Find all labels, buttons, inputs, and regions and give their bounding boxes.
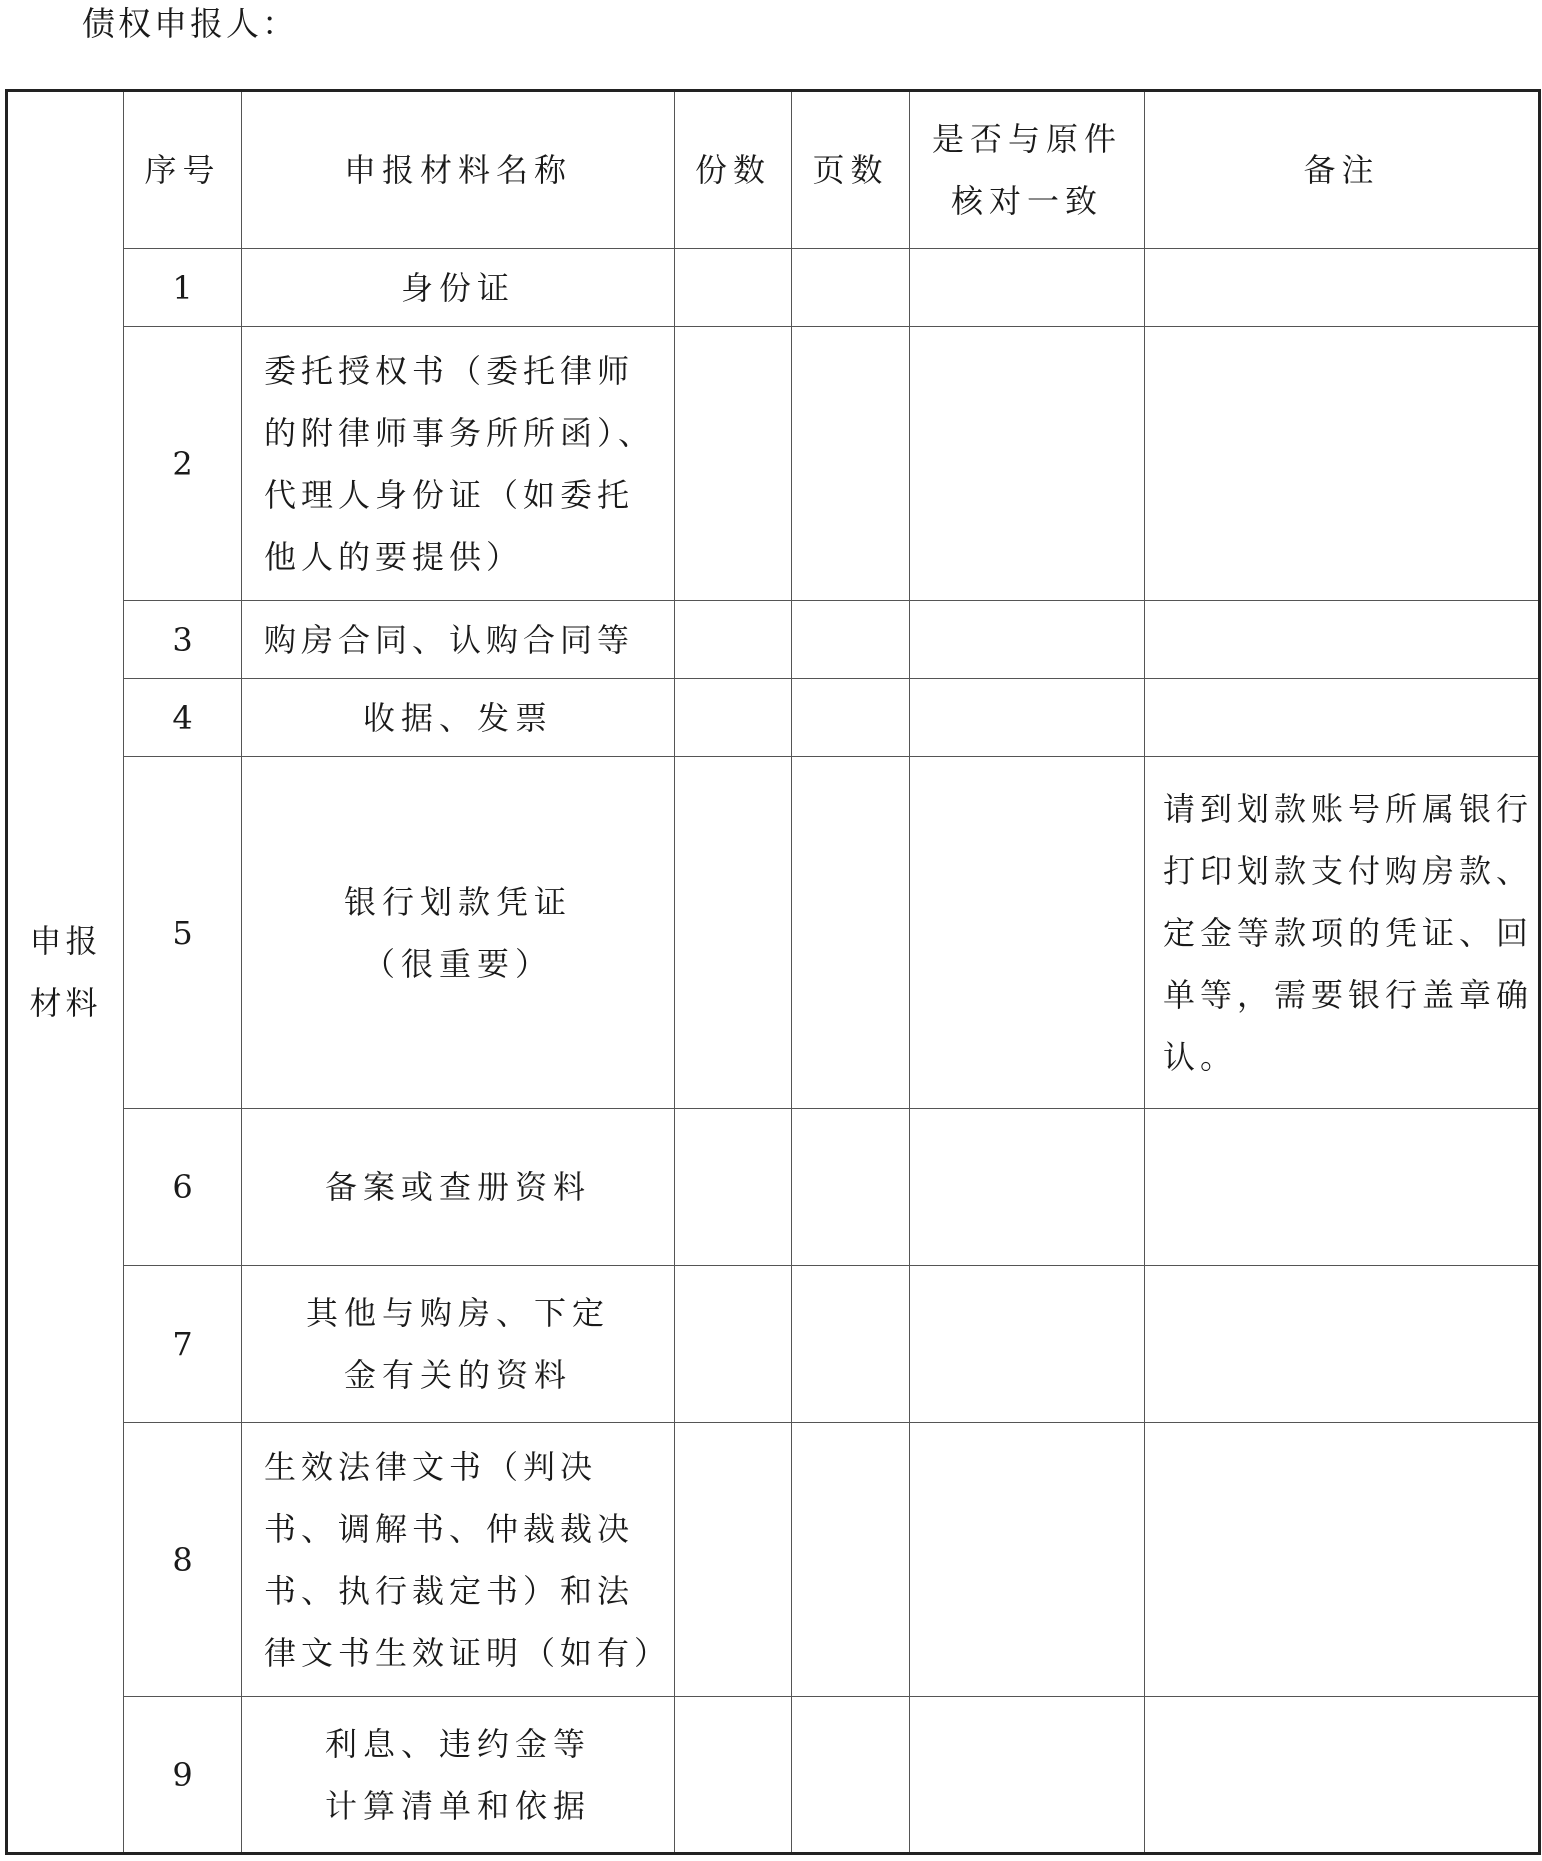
table-row [7, 757, 1540, 1109]
row-note[interactable] [1145, 327, 1540, 601]
row-match[interactable] [910, 757, 1145, 1109]
row-seq: 9 [124, 1697, 242, 1854]
row-note[interactable]: 请到划款账号所属银行打印划款支付购房款、定金等款项的凭证、回单等，需要银行盖章确认。 [1145, 757, 1540, 1109]
section-label: 申报材料 [29, 922, 102, 1022]
row-pages[interactable] [792, 1697, 910, 1854]
row-copies[interactable] [675, 679, 792, 757]
row-copies[interactable] [675, 327, 792, 601]
table-row [7, 601, 1540, 679]
header-seq: 序号 [124, 91, 242, 249]
row-seq: 3 [124, 601, 242, 679]
row-note[interactable] [1145, 679, 1540, 757]
row-match[interactable] [910, 249, 1145, 327]
row-material-name: 委托授权书（委托律师的附律师事务所所函）、代理人身份证（如委托他人的要提供） [242, 327, 675, 601]
header-pages: 页数 [792, 91, 910, 249]
row-copies[interactable] [675, 757, 792, 1109]
row-match[interactable] [910, 1423, 1145, 1697]
row-material-name: 生效法律文书（判决书、调解书、仲裁裁决书、执行裁定书）和法律文书生效证明（如有） [242, 1423, 675, 1697]
row-seq: 1 [124, 249, 242, 327]
row-pages[interactable] [792, 1109, 910, 1266]
row-note[interactable] [1145, 601, 1540, 679]
row-match[interactable] [910, 601, 1145, 679]
row-seq: 4 [124, 679, 242, 757]
header-note: 备注 [1145, 91, 1540, 249]
row-copies[interactable] [675, 249, 792, 327]
row-material-name: 收据、发票 [242, 679, 675, 757]
row-seq: 7 [124, 1266, 242, 1423]
row-pages[interactable] [792, 1423, 910, 1697]
section-label-cell [7, 91, 124, 1854]
table-row [7, 679, 1540, 757]
applicant-label: 债权申报人： [82, 4, 298, 43]
row-match[interactable] [910, 1109, 1145, 1266]
row-note[interactable] [1145, 249, 1540, 327]
table-row [7, 1266, 1540, 1423]
row-note[interactable] [1145, 1423, 1540, 1697]
row-pages[interactable] [792, 327, 910, 601]
row-match[interactable] [910, 327, 1145, 601]
row-copies[interactable] [675, 1697, 792, 1854]
row-pages[interactable] [792, 1266, 910, 1423]
row-material-name: 购房合同、认购合同等 [242, 601, 675, 679]
row-material-name: 备案或查册资料 [242, 1109, 675, 1266]
header-copies: 份数 [675, 91, 792, 249]
header-row [7, 91, 1540, 249]
row-material-name: 身份证 [242, 249, 675, 327]
header-name: 申报材料名称 [242, 91, 675, 249]
row-pages[interactable] [792, 249, 910, 327]
row-material-name: 利息、违约金等计算清单和依据 [242, 1697, 675, 1854]
table-row [7, 327, 1540, 601]
row-match[interactable] [910, 1266, 1145, 1423]
row-copies[interactable] [675, 1423, 792, 1697]
row-copies[interactable] [675, 1266, 792, 1423]
table-row [7, 1109, 1540, 1266]
row-seq: 5 [124, 757, 242, 1109]
row-pages[interactable] [792, 757, 910, 1109]
row-match[interactable] [910, 679, 1145, 757]
row-material-name: 银行划款凭证（很重要） [242, 757, 675, 1109]
row-seq: 2 [124, 327, 242, 601]
row-match[interactable] [910, 1697, 1145, 1854]
row-pages[interactable] [792, 601, 910, 679]
row-note[interactable] [1145, 1109, 1540, 1266]
row-pages[interactable] [792, 679, 910, 757]
row-copies[interactable] [675, 1109, 792, 1266]
table-row [7, 1697, 1540, 1854]
materials-table [5, 89, 1541, 1855]
row-note[interactable] [1145, 1266, 1540, 1423]
row-material-name: 其他与购房、下定金有关的资料 [242, 1266, 675, 1423]
table-row [7, 249, 1540, 327]
row-note[interactable] [1145, 1697, 1540, 1854]
row-seq: 8 [124, 1423, 242, 1697]
row-seq: 6 [124, 1109, 242, 1266]
header-match: 是否与原件核对一致 [910, 91, 1145, 249]
row-copies[interactable] [675, 601, 792, 679]
table-row [7, 1423, 1540, 1697]
